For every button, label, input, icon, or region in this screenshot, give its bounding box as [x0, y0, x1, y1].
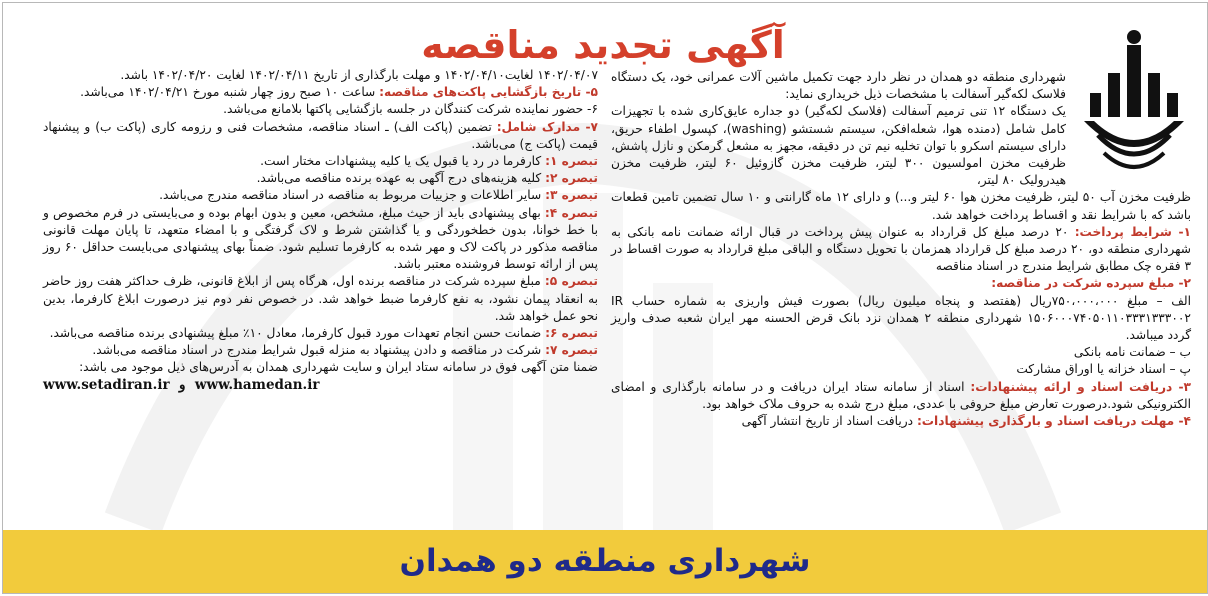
documents-paragraph	[611, 379, 1191, 413]
opening-date-paragraph	[43, 84, 598, 101]
note-2-heading: تبصره ۲:	[545, 171, 598, 186]
note-6-text: ضمانت حسن انجام تعهدات مورد قبول کارفرما، معادل ۱۰٪ مبلغ پیشنهادی برنده مناقصه می‌باشد.	[49, 326, 546, 341]
setadiran-link[interactable]: www.setadiran.ir	[43, 376, 170, 393]
note-5	[43, 273, 598, 325]
note-1	[43, 153, 598, 170]
deadline-text: دریافت اسناد از تاریخ انتشار آگهی	[741, 414, 917, 429]
deadline-paragraph	[611, 413, 1191, 430]
tender-ad	[2, 2, 1208, 594]
payment-terms-heading: ۱- شرایط پرداخت:	[1074, 224, 1191, 239]
note-4-heading: تبصره ۴:	[544, 205, 598, 220]
note-3-heading: تبصره ۳:	[545, 188, 598, 203]
required-documents-heading: ۷- مدارک شامل:	[496, 119, 598, 134]
dates-paragraph: ۱۴۰۲/۰۴/۰۷ لغایت۱۴۰۲/۰۴/۱۰ و مهلت بارگذاری از تاریخ ۱۴۰۲/۰۴/۱۱ لغایت ۱۴۰۲/۰۴/۲۰ باشد.	[120, 68, 598, 82]
website-links	[43, 377, 598, 394]
left-column	[43, 67, 598, 394]
note-7-heading: تبصره ۷:	[545, 343, 598, 358]
payment-terms-text: ۲۰ درصد مبلغ کل قرارداد به عنوان پیش پرداخت در قبال ارائه ضمانت نامه بانکی به شهرداری منطقه دو، ۲۰ درصد مبلغ کل قرارداد همزمان با تحویل دستگاه و الباقی مبلغ قرارداد به صورت اقساط در ۳ فقره چک مطابق شرایط مندرج در اسناد مناقصه	[611, 224, 1191, 274]
footer-title: شهرداری منطقه دو همدان	[399, 543, 811, 579]
intro-paragraph: شهرداری منطقه دو همدان در نظر دارد جهت تکمیل ماشین آلات عمرانی خود، یک دستگاه فلاسک لکه‌گیر آسفالت با مشخصات ذیل خریداری نماید:	[611, 70, 1066, 102]
note-3-text: سایر اطلاعات و جزییات مربوط به مناقصه در اسناد مناقصه مندرج می‌باشد.	[159, 188, 546, 203]
note-2-text: کلیه هزینه‌های درج آگهی به عهده برنده مناقصه می‌باشد.	[256, 171, 546, 186]
note-4	[43, 205, 598, 274]
note-6	[43, 325, 598, 342]
links-joiner: و	[178, 376, 186, 393]
deposit-option-b: ب – ضمانت نامه بانکی	[1073, 345, 1191, 360]
note-5-heading: تبصره ۵:	[544, 274, 598, 289]
deposit-option-a: الف – مبلغ ۷۵۰،۰۰۰،۰۰۰ریال (هفتصد و پنجاه میلیون ریال) بصورت فیش واریزی به شماره حساب IR ۱۵۰۶۰۰۰۷۴۰۵۰۱۱۰۳۳۳۱۳۳۳۰۰۲ شهرداری منطقه ۲ همدان نزد بانک قرض الحسنه مهر ایران شعبه صدف واریز گردد میباشد.	[611, 293, 1191, 343]
note-3	[43, 187, 598, 204]
required-documents-text: تضمین (پاکت الف) ـ اسناد مناقصه، مشخصات فنی و رزومه کاری (پاکت ب) و پیشنهاد قیمت (پاکت ج) می‌باشد.	[43, 119, 598, 151]
required-documents-paragraph	[43, 119, 598, 153]
note-6-heading: تبصره ۶:	[545, 326, 598, 341]
opening-date-heading: ۵- تاریخ بازگشایی پاکت‌های مناقصه:	[379, 85, 598, 100]
opening-date-text: ساعت ۱۰ صبح روز چهار شنبه مورخ ۱۴۰۲/۰۴/۲۱ می‌باشد.	[80, 85, 380, 100]
documents-heading: ۳- دریافت اسناد و ارائه پیشنهادات:	[970, 379, 1191, 394]
note-4-text: بهای پیشنهادی باید از حیث مبلغ، مشخص، معین و بدون ابهام بوده و می‌بایستی در فرم مخصوص و با خط خوانا، بدون خطخوردگی و یا گذاشتن شرط و لاک گرفتگی و با امضاء متعهد، تا پایان مهلت قانونی مناقصه مذکور در پاکت لاک و مهر شده به کارفرما تسلیم شود. ضمناً بهای پیشنهادی می‌بایست حداقل ۶۰ روز پس از ارائه توسط فروشنده معتبر باشد.	[43, 205, 598, 272]
ad-title: آگهی تجدید مناقصه	[421, 23, 785, 67]
municipality-logo-icon	[1078, 23, 1190, 183]
spec-paragraph: یک دستگاه ۱۲ تنی ترمیم آسفالت (فلاسک لکه‌گیر) دو جداره عایق‌کاری شده با تجهیزات کامل شامل (دمنده هوا، شعله‌افکن، سیستم شستشو (washing)، کپسول اطفاء حریق، دارای سیستم اسکرو با توان تخلیه نیم تن در دقیقه، مجهز به مشعل گرمکن و نازل پاشش، ظرفیت مخزن امولسیون ۳۰۰ لیتر، ظرفیت مخزن گازوئیل ۶۰ لیتر، ظرفیت مخزن هیدرولیک ۸۰ لیتر،	[611, 104, 1066, 188]
note-7-text: شرکت در مناقصه و دادن پیشنهاد به منزله قبول شرایط مندرج در اسناد مناقصه می‌باشد.	[92, 343, 546, 358]
note-7	[43, 342, 598, 359]
documents-text: اسناد از سامانه ستاد ایران دریافت و در سامانه بارگذاری و امضای الکترونیکی شود.درصورت تعارض مبلغ حروفی با عددی، مبلغ درج شده به حروف ملاک خواهد بود.	[611, 379, 1191, 411]
hamedan-link[interactable]: www.hamedan.ir	[194, 376, 320, 393]
deadline-heading: ۴- مهلت دریافت اسناد و بارگذاری پیشنهادات:	[916, 414, 1191, 429]
note-1-heading: تبصره ۱:	[545, 154, 598, 169]
deposit-heading-paragraph	[611, 275, 1191, 292]
note-2	[43, 170, 598, 187]
attendance-paragraph: ۶- حضور نماینده شرکت کنندگان در جلسه بازگشایی پاکتها بلامانع می‌باشد.	[223, 102, 598, 117]
right-column	[611, 69, 1192, 430]
spec-continued-paragraph: ظرفیت مخزن آب ۵۰ لیتر، ظرفیت مخزن هوا ۶۰ لیتر و...) و دارای ۱۲ ماه گارانتی و ۱۰ سال تضمین تامین قطعات باشد که با شرایط نقد و اقساط پرداخت خواهد شد.	[611, 190, 1192, 222]
payment-terms-paragraph	[611, 224, 1191, 276]
closing-paragraph: ضمنا متن آگهی فوق در سامانه ستاد ایران و سایت شهرداری همدان به آدرس‌های ذیل موجود می باشد:	[79, 360, 598, 375]
note-5-text: مبلغ سپرده شرکت در مناقصه برنده اول، هرگاه پس از ابلاغ قانونی، ظرف حداکثر هفت روز حاضر به انعقاد پیمان نشود، به نفع کارفرما ضبط خواهد شد. در خصوص نفر دوم نیز درصورت ابلاغ کارفرما، بدین نحو عمل خواهد شد.	[43, 274, 598, 323]
deposit-option-c: پ – اسناد خزانه یا اوراق مشارکت	[1016, 362, 1191, 377]
note-1-text: کارفرما در رد یا قبول یک یا کلیه پیشنهادات مختار است.	[260, 154, 546, 169]
deposit-heading: ۲- مبلغ سپرده شرکت در مناقصه:	[991, 276, 1191, 291]
